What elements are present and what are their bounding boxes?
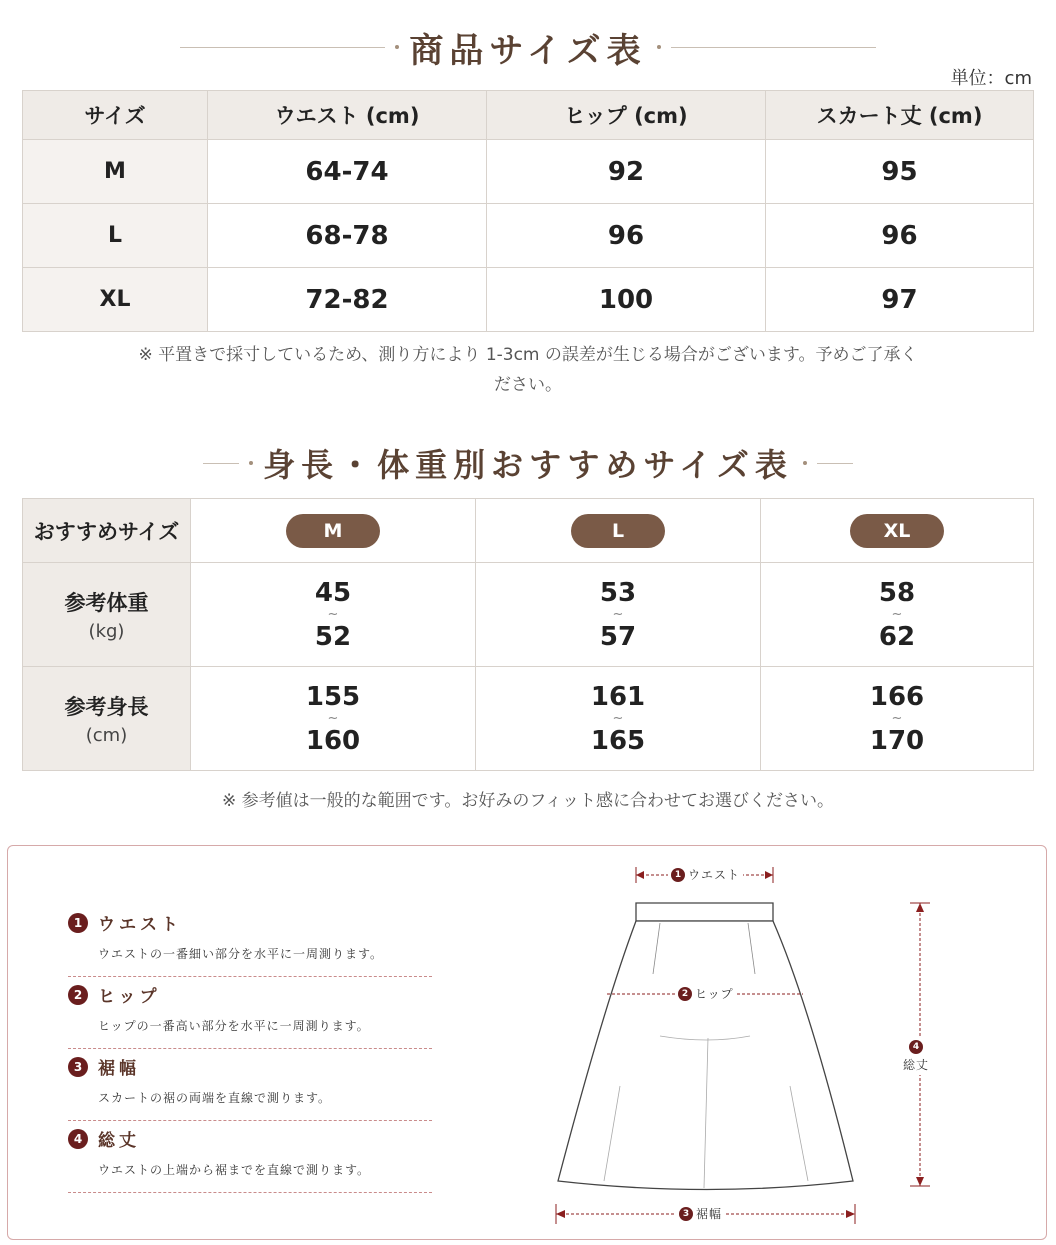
measure-title: 裾幅 xyxy=(98,1059,140,1079)
size-table xyxy=(22,90,1034,332)
hip-diagram-label xyxy=(675,985,737,1002)
measure-desc: スカートの裾の両端を直線で測ります。 xyxy=(98,1091,332,1105)
weight-max: 57 xyxy=(599,621,637,652)
weight-min: 45 xyxy=(314,577,352,608)
height-max: 160 xyxy=(305,725,361,756)
length-cell: 97 xyxy=(766,268,1034,332)
number-badge: 1 xyxy=(68,913,88,933)
hip-cell: 100 xyxy=(487,268,766,332)
dot xyxy=(803,461,807,465)
recommend-table xyxy=(22,498,1034,771)
size-note-line2: ださい。 xyxy=(494,375,562,395)
measure-guide-panel xyxy=(7,845,1047,1240)
table-row xyxy=(23,268,1034,332)
height-min: 166 xyxy=(869,681,925,712)
header-length: スカート丈 (cm) xyxy=(766,91,1034,140)
measure-title: 総丈 xyxy=(98,1131,140,1151)
height-range xyxy=(191,667,476,771)
number-badge: 4 xyxy=(68,1129,88,1149)
divider xyxy=(180,47,385,48)
measure-title: ウエスト xyxy=(98,915,182,935)
hip-label: ヒップ xyxy=(695,987,734,1001)
tilde: ~ xyxy=(891,710,903,726)
measure-desc: ヒップの一番高い部分を水平に一周測ります。 xyxy=(98,1019,370,1033)
table-row xyxy=(23,140,1034,204)
number-badge: 2 xyxy=(68,985,88,1005)
size-cell: M xyxy=(23,140,208,204)
waist-cell: 64-74 xyxy=(208,140,487,204)
number-badge: 3 xyxy=(68,1057,88,1077)
size-cell: L xyxy=(23,204,208,268)
size-note xyxy=(40,340,1016,400)
length-cell: 96 xyxy=(766,204,1034,268)
height-range xyxy=(761,667,1034,771)
tilde: ~ xyxy=(327,710,339,726)
measure-desc: ウエストの上端から裾までを直線で測ります。 xyxy=(98,1163,371,1177)
tilde: ~ xyxy=(612,606,624,622)
hip-cell: 92 xyxy=(487,140,766,204)
height-label: 参考身長 xyxy=(64,695,149,719)
recommend-note: ※ 参考値は一般的な範囲です。お好みのフィット感に合わせてお選びください。 xyxy=(222,791,834,811)
size-table-title-row xyxy=(0,24,1056,70)
dot xyxy=(395,45,399,49)
recommend-size-row xyxy=(23,499,1034,563)
size-cell: XL xyxy=(23,268,208,332)
header-size: サイズ xyxy=(23,91,208,140)
dot xyxy=(657,45,661,49)
size-pill: XL xyxy=(850,514,944,548)
divider xyxy=(817,463,853,464)
measure-desc: ウエストの一番細い部分を水平に一周測ります。 xyxy=(98,947,384,961)
size-note-line1: ※ 平置きで採寸しているため、測り方により 1-3cm の誤差が生じる場合がございます。予めご了承く xyxy=(138,345,918,365)
height-max: 170 xyxy=(869,725,925,756)
weight-unit: (kg) xyxy=(88,621,125,642)
header-waist: ウエスト (cm) xyxy=(208,91,487,140)
height-min: 155 xyxy=(305,681,361,712)
table-header-row xyxy=(23,91,1034,140)
divider xyxy=(203,463,239,464)
height-label-cell xyxy=(23,667,191,771)
waist-cell: 68-78 xyxy=(208,204,487,268)
weight-min: 53 xyxy=(599,577,637,608)
number-badge: 2 xyxy=(678,987,692,1001)
size-pill: M xyxy=(286,514,380,548)
table-row xyxy=(23,204,1034,268)
waist-cell: 72-82 xyxy=(208,268,487,332)
number-badge: 3 xyxy=(679,1207,693,1221)
recommend-title-row xyxy=(0,440,1056,486)
length-diagram-label xyxy=(903,1038,929,1075)
weight-range xyxy=(191,563,476,667)
waist-diagram-label xyxy=(668,866,743,883)
waist-label: ウエスト xyxy=(688,868,741,882)
weight-max: 52 xyxy=(314,621,352,652)
length-label: 総丈 xyxy=(903,1058,930,1072)
divider xyxy=(671,47,876,48)
size-cell-xl xyxy=(761,499,1034,563)
number-badge: 1 xyxy=(671,868,685,882)
skirt-body-shape xyxy=(558,921,853,1190)
height-min: 161 xyxy=(590,681,646,712)
recommend-title: 身長・体重別おすすめサイズ表 xyxy=(263,446,793,484)
tilde: ~ xyxy=(891,606,903,622)
header-hip: ヒップ (cm) xyxy=(487,91,766,140)
weight-range xyxy=(761,563,1034,667)
weight-range xyxy=(476,563,761,667)
number-badge: 4 xyxy=(909,1040,923,1054)
hip-cell: 96 xyxy=(487,204,766,268)
weight-label: 参考体重 xyxy=(64,591,149,615)
waistband-shape xyxy=(636,903,773,921)
recommend-size-label: おすすめサイズ xyxy=(23,499,191,563)
tilde: ~ xyxy=(612,710,624,726)
unit-label: 単位：cm xyxy=(950,68,1032,89)
dot xyxy=(249,461,253,465)
weight-label-cell xyxy=(23,563,191,667)
size-cell-l xyxy=(476,499,761,563)
skirt-diagram xyxy=(8,846,1048,1241)
weight-row xyxy=(23,563,1034,667)
hem-diagram-label xyxy=(676,1205,725,1222)
height-row xyxy=(23,667,1034,771)
size-pill: L xyxy=(571,514,665,548)
size-table-title: 商品サイズ表 xyxy=(409,30,647,71)
size-cell-m xyxy=(191,499,476,563)
tilde: ~ xyxy=(327,606,339,622)
hem-label: 裾幅 xyxy=(696,1207,723,1221)
weight-max: 62 xyxy=(878,621,916,652)
weight-min: 58 xyxy=(878,577,916,608)
measure-title: ヒップ xyxy=(98,987,161,1007)
height-range xyxy=(476,667,761,771)
height-unit: (cm) xyxy=(85,725,128,746)
length-cell: 95 xyxy=(766,140,1034,204)
height-max: 165 xyxy=(590,725,646,756)
